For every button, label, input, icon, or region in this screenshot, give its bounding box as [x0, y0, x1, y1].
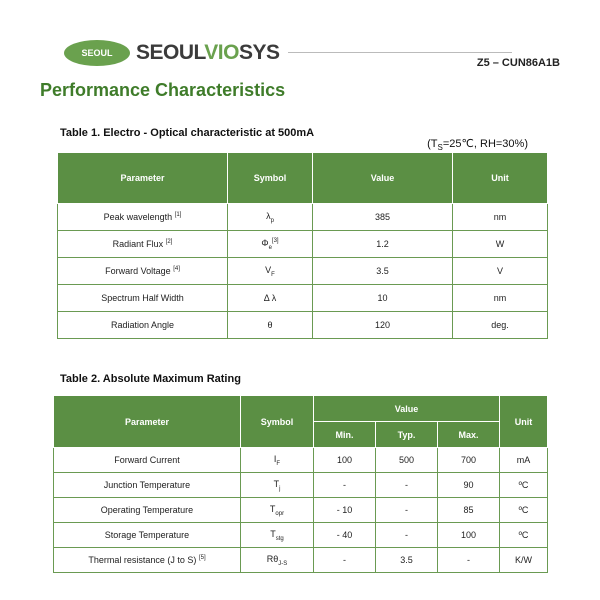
- symbol-sub: J-S: [278, 560, 288, 567]
- table-row: [54, 498, 548, 523]
- table1-title: Table 1. Electro - Optical characteristic at 500mA: [60, 127, 315, 139]
- table-row: [54, 548, 548, 573]
- symbol: λ: [266, 210, 271, 221]
- param-cell: [58, 258, 228, 285]
- param-cell: [54, 523, 241, 548]
- param-name: Forward Current: [114, 455, 180, 465]
- symbol-cell: [228, 204, 313, 231]
- symbol: θ: [267, 320, 273, 330]
- table-row: [58, 258, 548, 285]
- param-name: Junction Temperature: [103, 480, 191, 490]
- symbol-cell: [241, 473, 314, 498]
- param-note: [4]: [173, 266, 180, 272]
- param-cell: [58, 231, 228, 258]
- table-row: [58, 285, 548, 312]
- min-cell: -: [314, 548, 376, 573]
- table-row: [58, 312, 548, 339]
- seoul-logo-oval: [64, 40, 130, 66]
- value-cell: 10: [313, 285, 453, 312]
- min-cell: 100: [314, 448, 376, 473]
- col-header-parameter: Parameter: [58, 153, 228, 204]
- symbol: T: [273, 478, 280, 489]
- condition-prefix: (T: [427, 138, 438, 150]
- symbol-sub: F: [271, 271, 275, 278]
- typ-cell: -: [376, 473, 438, 498]
- symbol-sub: j: [279, 485, 281, 492]
- symbol-note: [3]: [271, 237, 279, 244]
- max-cell: 85: [438, 498, 500, 523]
- page-title: Performance Characteristics: [40, 80, 286, 100]
- param-name: Storage Temperature: [104, 530, 190, 540]
- table-row: [58, 231, 548, 258]
- table2-title: Table 2. Absolute Maximum Rating: [60, 373, 241, 385]
- table1-condition: [427, 137, 528, 152]
- symbol-sub: e: [268, 244, 272, 251]
- param-name: Peak wavelength: [103, 212, 173, 222]
- col-header-symbol: Symbol: [228, 153, 313, 204]
- page-header: [0, 0, 600, 80]
- symbol: Rθ: [266, 553, 279, 564]
- max-cell: 100: [438, 523, 500, 548]
- unit-cell: mA: [500, 448, 548, 473]
- symbol-cell: [241, 448, 314, 473]
- col-header-unit: Unit: [500, 396, 548, 448]
- symbol-sub: opr: [275, 510, 285, 517]
- symbol: Δ λ: [263, 293, 277, 303]
- col-header-value: Value: [313, 153, 453, 204]
- col-header-unit: Unit: [453, 153, 548, 204]
- symbol-cell: [228, 285, 313, 312]
- header-divider: [288, 52, 512, 53]
- col-header-max: Max.: [438, 422, 500, 448]
- param-cell: [54, 548, 241, 573]
- unit-cell: ºC: [500, 473, 548, 498]
- param-name: Radiation Angle: [110, 320, 175, 330]
- absolute-max-rating-table: [53, 395, 548, 573]
- param-cell: [54, 498, 241, 523]
- symbol-cell: [241, 523, 314, 548]
- part-number: Z5 – CUN86A1B: [476, 57, 560, 69]
- col-header-min: Min.: [314, 422, 376, 448]
- param-cell: [58, 285, 228, 312]
- symbol-sub: stg: [275, 535, 284, 542]
- typ-cell: 500: [376, 448, 438, 473]
- max-cell: 90: [438, 473, 500, 498]
- param-name: Operating Temperature: [100, 505, 194, 515]
- typ-cell: -: [376, 498, 438, 523]
- unit-cell: nm: [453, 285, 548, 312]
- max-cell: 700: [438, 448, 500, 473]
- symbol: Φ: [261, 237, 269, 248]
- condition-suffix: =25℃, RH=30%): [442, 138, 528, 150]
- symbol-cell: [228, 312, 313, 339]
- table-row: [54, 448, 548, 473]
- param-name: Forward Voltage: [105, 266, 171, 276]
- col-header-value: Value: [314, 396, 500, 422]
- param-cell: [58, 204, 228, 231]
- param-name: Radiant Flux: [112, 239, 164, 249]
- condition-sub: S: [437, 143, 443, 153]
- col-header-parameter: Parameter: [54, 396, 241, 448]
- col-header-typ: Typ.: [376, 422, 438, 448]
- symbol: V: [265, 264, 272, 275]
- unit-cell: deg.: [453, 312, 548, 339]
- col-header-symbol: Symbol: [241, 396, 314, 448]
- value-cell: 120: [313, 312, 453, 339]
- symbol-cell: [228, 231, 313, 258]
- param-name: Spectrum Half Width: [101, 293, 184, 303]
- symbol-cell: [241, 548, 314, 573]
- table-row: [58, 204, 548, 231]
- value-cell: 385: [313, 204, 453, 231]
- symbol-cell: [241, 498, 314, 523]
- unit-cell: ºC: [500, 523, 548, 548]
- param-cell: [54, 473, 241, 498]
- unit-cell: W: [453, 231, 548, 258]
- param-note: [2]: [165, 239, 173, 245]
- symbol-cell: [228, 258, 313, 285]
- param-cell: [54, 448, 241, 473]
- unit-cell: ºC: [500, 498, 548, 523]
- symbol-sub: F: [276, 460, 281, 467]
- table-row: [54, 523, 548, 548]
- unit-cell: K/W: [500, 548, 548, 573]
- min-cell: -: [314, 473, 376, 498]
- symbol-sub: p: [270, 217, 274, 224]
- value-cell: 1.2: [313, 231, 453, 258]
- value-cell: 3.5: [313, 258, 453, 285]
- symbol: I: [273, 453, 277, 464]
- table-row: [54, 473, 548, 498]
- logo-brand-part-a: SEOUL: [136, 41, 205, 64]
- logo-brand-part-v: VIO: [204, 41, 239, 64]
- param-cell: [58, 312, 228, 339]
- seoul-viosys-logo: [136, 41, 280, 65]
- typ-cell: 3.5: [376, 548, 438, 573]
- min-cell: - 40: [314, 523, 376, 548]
- param-note: [5]: [198, 555, 206, 561]
- typ-cell: -: [376, 523, 438, 548]
- symbol: T: [269, 503, 276, 514]
- logo-brand-part-b: SYS: [238, 41, 280, 64]
- param-name: Thermal resistance (J to S): [88, 555, 197, 565]
- param-note: [1]: [174, 212, 182, 218]
- electro-optical-table: [57, 152, 548, 339]
- logo-oval-text: SEOUL: [81, 48, 113, 58]
- unit-cell: V: [453, 258, 548, 285]
- min-cell: - 10: [314, 498, 376, 523]
- unit-cell: nm: [453, 204, 548, 231]
- symbol: T: [270, 528, 276, 539]
- max-cell: -: [438, 548, 500, 573]
